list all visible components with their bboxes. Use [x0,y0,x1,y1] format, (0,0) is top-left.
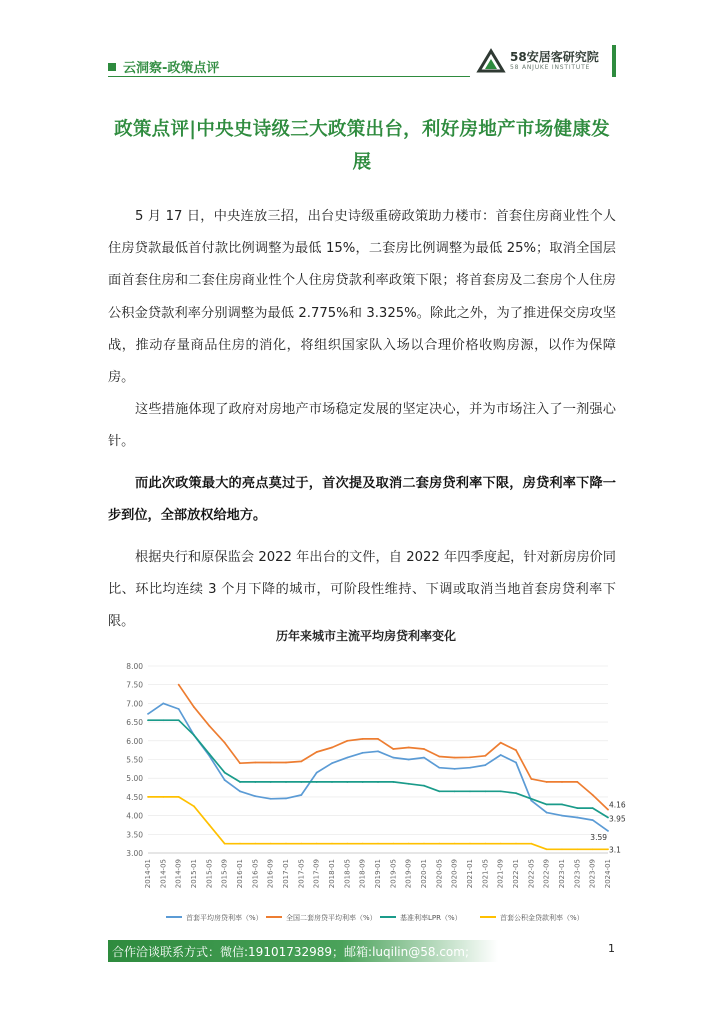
x-tick-label: 2021-01 [466,859,474,889]
data-point [331,747,333,749]
data-point [454,768,456,770]
data-point [515,762,517,764]
data-point [530,800,532,802]
data-point [270,762,272,764]
x-tick-label: 2015-01 [190,859,198,889]
page-number: 1 [608,942,615,955]
brand-logo [478,50,599,72]
x-tick-label: 2021-09 [496,859,505,889]
data-point [300,760,302,762]
x-tick-label: 2019-09 [404,859,413,889]
data-point [316,751,318,753]
data-point [454,757,456,759]
data-point [178,684,180,686]
rate-chart [108,620,624,930]
data-point [300,794,302,796]
data-point [423,843,425,845]
data-point [178,719,180,721]
x-tick-label: 2016-09 [266,859,275,889]
data-point [178,708,180,710]
page-title: 政策点评|中央史诗级三大政策出台，利好房地产市场健康发展 [114,119,610,173]
data-point [500,843,502,845]
data-point [377,750,379,752]
data-point [346,757,348,759]
x-tick-label: 2024-01 [604,859,612,889]
data-point [224,772,226,774]
data-point [193,734,195,736]
y-tick-label: 5.50 [126,755,143,765]
data-point [469,790,471,792]
data-point [285,797,287,799]
data-point [592,794,594,796]
data-point [408,843,410,845]
data-point [423,785,425,787]
data-point [438,790,440,792]
data-point [530,843,532,845]
x-tick-label: 2020-09 [450,859,459,889]
header-accent-bar [612,45,616,77]
data-point [254,781,256,783]
y-tick-label: 6.50 [126,718,143,728]
data-point [362,752,364,754]
anjuke-logo-icon [478,50,504,72]
data-point [454,843,456,845]
data-point [607,830,609,832]
data-point [362,738,364,740]
series-line-0 [148,703,608,831]
data-point [408,747,410,749]
data-point [546,803,548,805]
data-point [331,843,333,845]
data-point [208,824,210,826]
data-point [193,805,195,807]
end-data-label: 3.1 [609,845,621,855]
data-point [515,843,517,845]
x-tick-label: 2017-09 [312,859,321,889]
data-point [239,762,241,764]
bullet-square-icon [108,63,116,71]
data-point [362,781,364,783]
data-point [500,754,502,756]
data-point [162,796,164,798]
y-tick-label: 4.00 [126,811,143,821]
y-tick-label: 8.00 [126,662,143,671]
data-point [392,748,394,750]
data-point [285,843,287,845]
y-tick-label: 3.50 [126,830,143,840]
end-data-label: 4.16 [609,800,626,810]
data-point [346,781,348,783]
data-point [147,796,149,798]
data-point [346,740,348,742]
data-point [224,742,226,744]
data-point [561,803,563,805]
x-tick-label: 2017-01 [282,859,290,889]
x-tick-label: 2022-09 [542,859,551,889]
data-point [423,748,425,750]
x-tick-label: 2021-05 [481,859,490,889]
data-point [224,779,226,781]
data-point [438,843,440,845]
data-point [484,755,486,757]
x-tick-label: 2015-09 [220,859,229,889]
data-point [592,848,594,850]
paragraph-1: 5 月 17 日，中央连放三招，出台史诗级重磅政策助力楼市：首套住房商业性个人住房贷款最低首付款比例调整为最低 15%，二套房比例调整为最低 25%；取消全国层面首套住房和二套住房商业性个人住房贷款利率政策下限；将首套房及二套房个人住房公积金贷款利率分别调整为最低 2.775%和 3.325%。除此之外，为了推进保交房攻坚战，推动存量商品住房的消化，将组织国家队入场以合理价格收购房源，以作为保障房。 [108,209,616,386]
data-point [331,781,333,783]
data-point [561,848,563,850]
data-point [484,764,486,766]
data-point [239,781,241,783]
x-tick-label: 2022-01 [512,859,520,889]
data-point [500,742,502,744]
legend-label-2: 基准利率LPR（%） [400,914,462,922]
rate-line-chart [108,620,624,930]
x-tick-label: 2023-09 [588,859,597,889]
data-point [576,781,578,783]
data-point [346,843,348,845]
data-point [147,719,149,721]
data-point [438,756,440,758]
logo-name-en: 58 ANJUKE INSTITUTE [510,64,591,71]
data-point [285,781,287,783]
y-tick-label: 7.00 [126,699,143,709]
data-point [239,843,241,845]
data-point [224,843,226,845]
data-point [576,848,578,850]
legend-label-3: 首套公积金贷款利率（%） [500,914,584,922]
logo-name-cn: 58安居客研究院 [510,50,599,64]
data-point [515,749,517,751]
data-point [316,843,318,845]
y-tick-label: 5.00 [126,774,143,784]
data-point [362,843,364,845]
series-line-3 [148,797,608,849]
x-tick-label: 2014-09 [174,859,183,889]
data-point [561,781,563,783]
data-point [392,757,394,759]
x-tick-label: 2020-01 [420,859,428,889]
data-point [530,798,532,800]
x-tick-label: 2022-05 [527,859,536,889]
data-point [254,762,256,764]
footer-contact: 合作洽谈联系方式：微信:19101732989；邮箱:luqilin@58.com; [112,945,469,959]
x-tick-label: 2016-05 [251,859,260,889]
data-point [454,790,456,792]
end-data-label: 3.59 [590,832,607,842]
x-tick-label: 2019-01 [374,859,382,889]
data-point [239,790,241,792]
section-label: 云洞察-政策点评 [123,61,220,76]
header-divider [108,76,470,77]
data-point [147,713,149,715]
data-point [392,781,394,783]
legend-label-1: 全国二套房贷平均利率（%） [286,914,377,922]
x-tick-label: 2014-01 [144,859,152,889]
data-point [576,807,578,809]
data-point [331,762,333,764]
data-point [469,756,471,758]
data-point [285,762,287,764]
data-point [193,706,195,708]
data-point [392,843,394,845]
data-point [469,767,471,769]
y-tick-label: 7.50 [126,680,143,690]
footer [108,940,616,962]
x-tick-label: 2023-01 [558,859,566,889]
end-data-label: 3.95 [609,814,626,824]
chart-title: 历年来城市主流平均房贷利率变化 [275,629,457,643]
data-point [576,817,578,819]
y-tick-label: 6.00 [126,736,143,746]
x-tick-label: 2018-09 [358,859,367,889]
data-point [592,807,594,809]
x-tick-label: 2017-05 [297,859,306,889]
data-point [377,781,379,783]
data-point [162,719,164,721]
data-point [500,790,502,792]
data-point [316,781,318,783]
y-tick-label: 3.00 [126,849,143,858]
data-point [300,781,302,783]
data-point [546,848,548,850]
header-section-tag [108,57,219,76]
data-point [270,798,272,800]
data-point [270,843,272,845]
data-point [469,843,471,845]
x-tick-label: 2018-01 [328,859,336,889]
data-point [592,819,594,821]
data-point [377,738,379,740]
data-point [423,757,425,759]
data-point [408,783,410,785]
x-tick-label: 2015-05 [205,859,214,889]
data-point [408,759,410,761]
x-tick-label: 2018-05 [343,859,352,889]
data-point [515,792,517,794]
data-point [162,703,164,705]
data-point [438,767,440,769]
data-point [208,753,210,755]
paragraph-3-highlight: 而此次政策最大的亮点莫过于，首次提及取消二套房贷利率下限，房贷利率下降一步到位，全部放权给地方。 [108,476,616,524]
x-tick-label: 2020-05 [435,859,444,889]
legend-label-0: 首套平均房贷利率（%） [186,914,263,922]
data-point [484,843,486,845]
data-point [178,796,180,798]
x-tick-label: 2014-05 [159,859,168,889]
data-point [254,843,256,845]
data-point [546,781,548,783]
paragraph-4: 根据央行和原保监会 2022 年出台的文件，自 2022 年四季度起，针对新房房价同比、环比均连续 3 个月下降的城市，可阶段性维持、下调或取消当地首套房贷利率下限。 [108,550,616,630]
y-tick-label: 4.50 [126,792,143,802]
data-point [316,772,318,774]
data-point [546,812,548,814]
data-point [270,781,272,783]
data-point [377,843,379,845]
paragraph-2: 这些措施体现了政府对房地产市场稳定发展的坚定决心，并为市场注入了一剂强心针。 [108,402,616,450]
data-point [561,815,563,817]
x-tick-label: 2019-05 [389,859,398,889]
data-point [300,843,302,845]
x-tick-label: 2016-01 [236,859,244,889]
data-point [208,725,210,727]
data-point [484,790,486,792]
x-tick-label: 2023-05 [573,859,582,889]
data-point [254,795,256,797]
data-point [530,778,532,780]
